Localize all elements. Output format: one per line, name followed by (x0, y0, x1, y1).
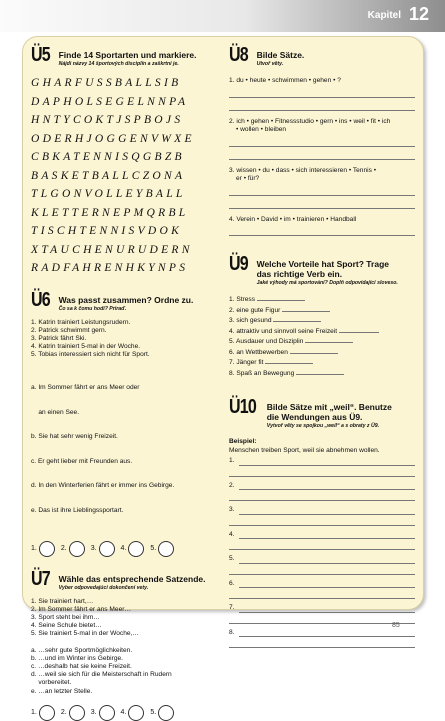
list-item: d. …weil sie sich für die Meisterschaft in Rudern (31, 671, 172, 679)
list-item: 8. Spaß an Bewegung (229, 369, 295, 377)
answer-circle[interactable] (69, 541, 85, 557)
exercise-subtitle: Nájdi názvy 14 športových disciplín a zaškrtni je. (58, 61, 179, 67)
answer-line[interactable] (229, 525, 415, 526)
exercise-number: Ü9 (229, 253, 248, 275)
grid-row[interactable]: CBKATENNISQGBZB (31, 151, 185, 163)
list-item: 2. Patrick schwimmt gern. (31, 326, 107, 334)
line-number: 1. (229, 457, 235, 464)
answer-circle[interactable] (158, 705, 174, 721)
answer-circle[interactable] (158, 541, 174, 557)
answer-circle[interactable] (128, 541, 144, 557)
item-number: 2. (229, 117, 235, 125)
exercise-number: Ü8 (229, 44, 248, 66)
answer-line[interactable] (229, 500, 415, 501)
chapter-number: 12 (408, 4, 429, 24)
circle-label: 1. (31, 709, 37, 717)
chapter-banner (0, 0, 445, 32)
example-sentence: Menschen treiben Sport, weil sie abnehmen wollen. (229, 446, 380, 454)
circle-label: 2. (60, 545, 67, 553)
fill-blank[interactable] (282, 311, 330, 312)
grid-row[interactable]: XTAUCHENURUDERN (31, 243, 193, 256)
exercise-title: Wähle das entsprechende Satzende. (58, 573, 206, 584)
list-item: 5. Ausdauer und Disziplin (229, 338, 304, 345)
fill-blank[interactable] (257, 300, 305, 301)
list-item: b. …und im Winter ins Gebirge. (31, 654, 123, 662)
answer-line[interactable] (239, 563, 415, 564)
statement-list (31, 319, 227, 360)
list-item: an einen See. (31, 408, 80, 416)
answer-circle[interactable] (128, 705, 144, 721)
exercise-u7 (31, 569, 227, 721)
exercise-number: Ü5 (31, 44, 50, 66)
list-item: c. …deshalb hat sie keine Freizeit. (31, 663, 132, 670)
item-number: 3. (229, 166, 235, 174)
grid-row[interactable]: HNTYCOKTJSPBOJS (31, 114, 184, 126)
answer-line[interactable] (229, 110, 415, 111)
answer-line[interactable] (239, 636, 415, 637)
grid-row[interactable]: KLETTERNEPMQRBL (31, 206, 189, 219)
list-item: 3. Patrick fährt Ski. (31, 334, 87, 342)
list-item: 1. Stress (229, 296, 256, 303)
exercise-u8 (229, 45, 415, 236)
answer-line[interactable] (229, 623, 415, 624)
exercise-subtitle: Jaké výhody má sportování? Doplň odpovídající sloveso. (256, 280, 398, 286)
verb-fill-list (229, 295, 415, 379)
answer-circles (31, 705, 227, 721)
answer-circle[interactable] (39, 541, 55, 557)
list-item: e. Das ist ihre Lieblingssportart. (31, 506, 124, 514)
list-item: vorbereitet. (31, 679, 72, 687)
item-number: 4. (229, 215, 235, 223)
answer-line[interactable] (239, 514, 415, 515)
item-words-cont: er • für? (236, 175, 260, 182)
answer-line[interactable] (239, 587, 415, 588)
circle-label: 5. (150, 545, 157, 553)
answer-circles (31, 541, 227, 557)
answer-line[interactable] (229, 235, 415, 236)
answer-circle[interactable] (99, 541, 115, 557)
statement-list (31, 598, 227, 639)
fill-blank[interactable] (265, 363, 313, 364)
exercise-title: Finde 14 Sportarten und markiere. (58, 50, 197, 60)
line-number: 3. (229, 506, 235, 513)
exercise-title-line2: die Wendungen aus Ü9. (266, 412, 363, 422)
left-column (31, 45, 227, 721)
exercise-title: Bilde Sätze. (256, 50, 305, 60)
list-item: 4. Katrin trainiert 5-mal in der Woche. (31, 343, 141, 351)
exercise-u10 (229, 397, 415, 648)
list-item: 2. Im Sommer fährt er ans Meer… (31, 605, 132, 613)
list-item: b. Sie hat sehr wenig Freizeit. (31, 433, 118, 441)
circle-label: 3. (90, 545, 97, 553)
exercise-title: Bilde Sätze mit „weil“. Benutze (266, 402, 392, 412)
exercise-subtitle: Vytvoř věty se spojkou „weil“ a s obraty z Ü9. (266, 423, 380, 429)
answer-line[interactable] (229, 159, 415, 160)
list-item: 4. Seine Schule bietet… (31, 622, 102, 630)
line-number: 4. (229, 530, 235, 538)
list-item: c. Er geht lieber mit Freunden aus. (31, 457, 133, 465)
item-words: wissen • du • dass • sich interessieren • Tennis • (236, 166, 377, 174)
list-item: a. …sehr gute Sportmöglichkeiten. (31, 646, 133, 654)
exercise-u6 (31, 290, 227, 557)
line-number: 2. (229, 481, 235, 489)
answer-line[interactable] (229, 208, 415, 209)
fill-blank[interactable] (290, 353, 338, 354)
list-item: 1. Sie trainiert hart,… (31, 597, 94, 605)
item-words: Verein • David • im • trainieren • Handball (236, 215, 357, 223)
line-number: 8. (229, 628, 235, 636)
list-item: e. …an letzter Stelle. (31, 687, 93, 695)
answer-line[interactable] (229, 647, 415, 648)
task-item (229, 77, 415, 86)
line-number: 7. (229, 604, 235, 611)
answer-line[interactable] (239, 489, 415, 490)
fill-blank[interactable] (296, 374, 344, 375)
grid-row[interactable]: TISCHTENNISVDOK (31, 225, 183, 237)
exercise-number: Ü7 (31, 567, 50, 590)
list-item: 7. Jänger fit (229, 359, 264, 366)
exercise-title: Was passt zusammen? Ordne zu. (58, 294, 194, 305)
circle-label: 2. (60, 709, 67, 717)
answer-line[interactable] (229, 97, 415, 98)
exercise-subtitle: Čo sa k čomu hodí? Priraď. (58, 305, 127, 312)
answer-line[interactable] (239, 612, 415, 613)
list-item: 2. eine gute Figur (229, 306, 281, 314)
answer-circle[interactable] (99, 705, 115, 721)
exercise-number: Ü10 (229, 396, 256, 418)
item-number: 1. (229, 77, 235, 84)
exercise-title: Welche Vorteile hat Sport? Trage (256, 259, 389, 269)
fill-blank[interactable] (273, 321, 321, 322)
line-number: 5. (229, 555, 235, 562)
exercise-subtitle: Utvoř věty. (256, 61, 284, 67)
answer-list (31, 647, 227, 696)
list-item: 3. Sport steht bei ihm… (31, 613, 100, 621)
grid-row[interactable]: BASKETBALLCZONA (31, 169, 186, 182)
fill-blank[interactable] (305, 342, 353, 343)
circle-label: 1. (31, 545, 37, 553)
exercise-number: Ü6 (31, 288, 50, 311)
list-item: 4. attraktiv und sinnvoll seine Freizeit (229, 327, 338, 335)
page-number: 85 (392, 622, 400, 629)
chapter-label: Kapitel (367, 10, 401, 21)
answer-line[interactable] (229, 146, 415, 147)
list-item: 1. Katrin trainiert Leistungsrudern. (31, 318, 131, 326)
answer-line[interactable] (239, 538, 415, 539)
grid-row[interactable]: GHARFUSSBALLSIB (31, 77, 182, 89)
answer-line[interactable] (229, 476, 415, 477)
exercise-u9 (229, 254, 415, 379)
task-item (229, 216, 415, 225)
circle-label: 5. (150, 709, 157, 717)
list-item: 6. an Wettbewerben (229, 348, 288, 356)
task-item (229, 167, 415, 184)
answer-line[interactable] (229, 195, 415, 196)
answer-line[interactable] (229, 549, 415, 550)
list-item: a. Im Sommer fährt er ans Meer oder (31, 383, 140, 391)
word-search-grid (31, 74, 227, 278)
answer-circle[interactable] (39, 705, 55, 721)
list-item: 5. Sie trainiert 5-mal in der Woche,… (31, 630, 139, 638)
sentence-task-list (229, 77, 415, 236)
example-label: Beispiel: (229, 438, 257, 445)
fill-blank[interactable] (339, 332, 379, 333)
line-number: 6. (229, 579, 235, 587)
item-words: ich • gehen • Fitnessstudio • gern • ins • weil • fit • ich (236, 117, 391, 125)
list-item: 3. sich gesund (229, 317, 272, 324)
exercise-u5 (31, 45, 227, 278)
circle-label: 3. (90, 709, 97, 717)
grid-row[interactable]: TLGONVOLLEYBALL (31, 188, 186, 200)
circle-label: 4. (120, 709, 127, 717)
answer-list (31, 368, 227, 532)
answer-line[interactable] (239, 465, 415, 466)
right-column (229, 45, 415, 648)
item-words: du • heute • schwimmen • gehen • ? (236, 77, 341, 84)
item-words-cont: • wollen • bleiben (236, 126, 287, 133)
task-item (229, 118, 415, 135)
grid-row[interactable]: ODERHJOGGENVWXE (31, 132, 195, 145)
answer-line[interactable] (229, 574, 415, 575)
answer-line[interactable] (229, 598, 415, 599)
exercise-subtitle: Vyber odpovedajúci dokončení vety. (58, 584, 149, 591)
grid-row[interactable]: RADFAHRENHKYNPS (31, 262, 189, 274)
answer-lines (229, 457, 415, 648)
answer-circle[interactable] (69, 705, 85, 721)
circle-label: 4. (120, 545, 127, 553)
grid-row[interactable]: DAPHOLSEGELNNPA (31, 95, 189, 108)
list-item: d. In den Winterferien fährt er immer ins Gebirge. (31, 482, 175, 490)
exercise-title-line2: das richtige Verb ein. (256, 269, 343, 279)
list-item: 5. Tobias interessiert sich nicht für Sport. (31, 351, 150, 359)
